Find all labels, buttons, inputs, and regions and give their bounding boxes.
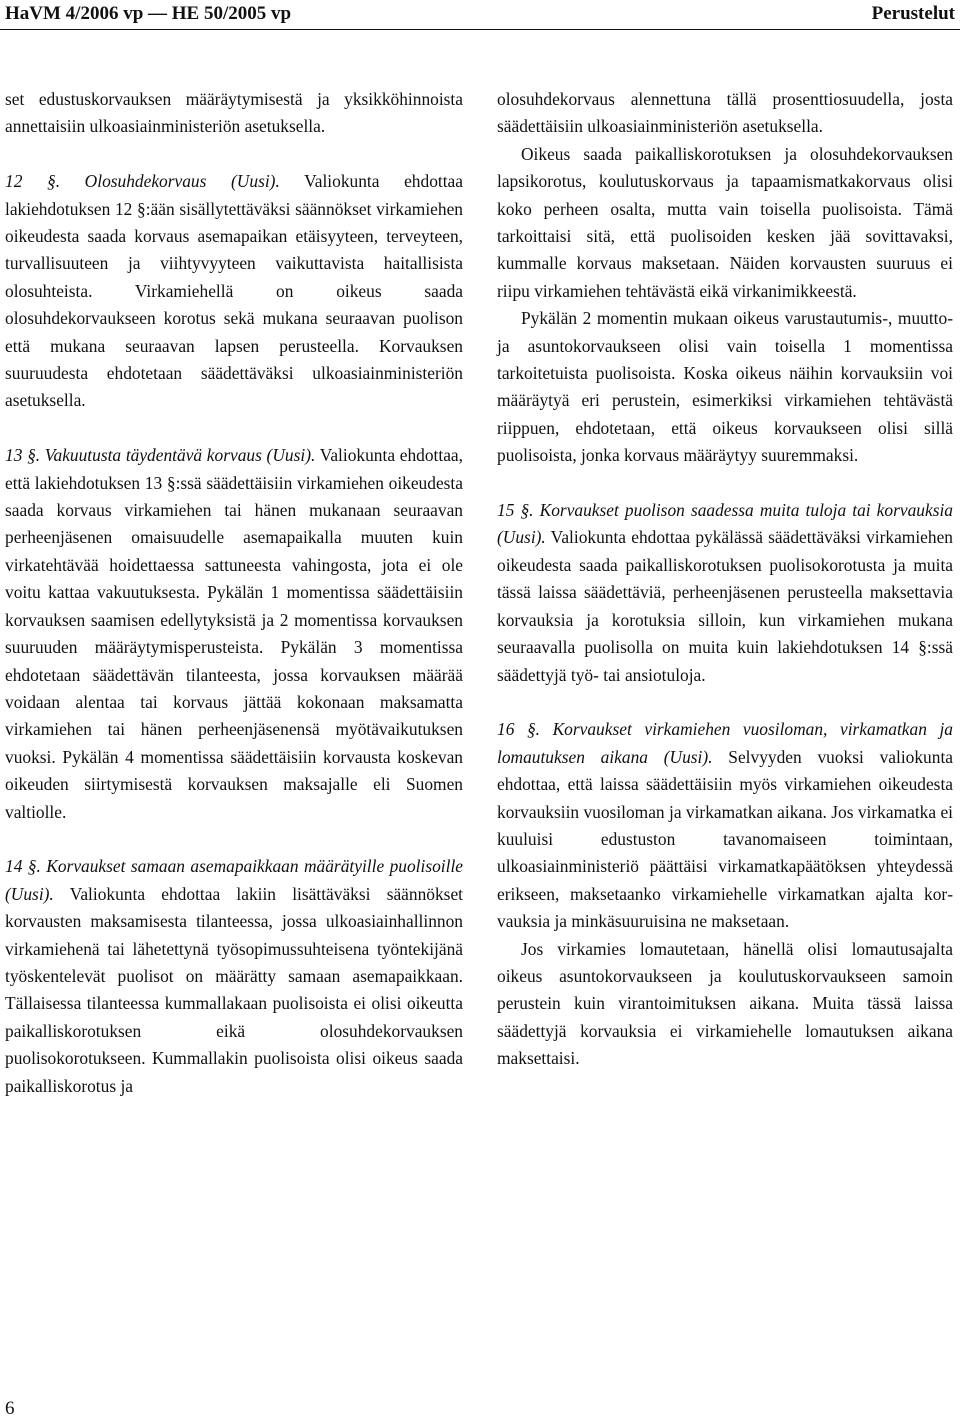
section-heading: 12 §. Olosuhdekorvaus (Uusi).: [5, 171, 280, 192]
section-heading: 15 §. Korvaukset puolison saadessa muita tuloja tai korvauksia (Uusi).: [497, 500, 953, 548]
paragraph: olosuhdekorvaus alennettuna tällä prosenttiosuudella, josta säädettäisiin ulkoasiainministeriön asetuksella.: [497, 89, 953, 137]
page-header: [0, 0, 960, 30]
section-15: [497, 497, 953, 689]
section-heading: 14 §. Korvaukset samaan asemapaikkaan määrätyille puolisoille (Uusi).: [5, 856, 463, 904]
paragraph: Oikeus saada paikalliskorotuksen ja olosuhdekorvauksen lapsikorotus, koulutuskorvaus ja tapaamismatkakorvaus olisi koko perheen osalta, mutta vain toisella puolisoista. Tämä tarkoittaisi sitä, että puolisoiden kesken jää sovittavaksi, kummalle korvaus maksetaan. Näiden korvausten suuruus ei riipu virkamiehen tehtävästä eikä virkanimikkeestä.: [497, 143, 953, 301]
section-body: Valiokunta ehdottaa, että lakiehdotuksen 13 §:ssä säädettäisiin virkamiehen oikeudesta saada korvaus virkamiehen tai hänen mukanaan seuraavan perheenjäsenen omaisuudelle asemapaikalla muuten kuin virkatehtävää hoidettaessa sattuneesta vahingosta, jota ei ole voitu kattaa vakuutuksesta. Pykälän 1 momentissa säädettäisiin korvauksen saamisen edellytyksistä ja 2 momentissa korvauksen suuruuden määräytymisperusteista. Pykälän 3 momentissa ehdotetaan säädettävän tilanteesta, jossa korvauksen määrää voidaan alentaa tai korvaus jättää kokonaan maksamatta virkamiehen tai hänen perheenjäsenensä myötävaikutuksen vuoksi. Pykälän 4 momentissa säädettäisiin korvausta koskevan oikeuden siirtymisestä korvauksen maksajalle eli Suomen valtiolle.: [5, 445, 463, 822]
right-column: [497, 86, 953, 1073]
document-reference: HaVM 4/2006 vp — HE 50/2005 vp: [5, 3, 292, 24]
section-14: [5, 853, 463, 1100]
section-body: Selvyyden vuoksi valiokunta ehdottaa, että laissa säädettäisiin myös virkamiehen oikeudesta korvauksiin vuosiloman ja virkamatkan aikana. Jos virkamatka ei kuuluisi edustuston tavanomaiseen toimintaan, ulkoasiainministeriö päättäisi virkamatkapäätöksen yhteydessä erikseen, maksetaanko virkamiehelle virkamatkan ajalta korvauksia ja minkäsuuruisina ne maksetaan.: [497, 746, 953, 932]
left-column: [5, 86, 463, 1100]
section-16: [497, 716, 953, 935]
section-title: Perustelut: [871, 3, 955, 24]
section-12: [5, 168, 463, 415]
section-heading: 13 §. Vakuutusta täydentävä korvaus (Uusi).: [5, 445, 316, 466]
paragraph: set edustuskorvauksen määräytymisestä ja yksikköhinnoista annettaisiin ulkoasiainministeriön asetuksella.: [5, 89, 463, 137]
paragraph: Jos virkamies lomautetaan, hänellä olisi lomautusajalta oikeus asuntokorvaukseen ja koulutuskorvaukseen samoin perustein kuin virantoimituksen aikana. Muita tässä laissa säädettyjä korvauksia ei virkamiehelle lomautuksen aikana maksettaisi.: [497, 938, 953, 1069]
section-body: Valiokunta ehdottaa pykälässä säädettäväksi virkamiehen oikeudesta saada paikalliskorotuksen puolisokorotusta ja muita tässä laissa säädettäviä, perheenjäsenen perusteella maksettavia korvauksia ja korotuksia silloin, kun virkamiehen mukana seuraavalla puolisolla on muita kuin lakiehdotuksen 14 §:ssä säädettyjä työ- tai ansiotuloja.: [497, 527, 953, 685]
section-body: Valiokunta ehdottaa lakiehdotuksen 12 §:ään sisällytettäväksi säännökset virkamiehen oikeudesta saada korvaus asemapaikan etäisyyteen, terveyteen, turvallisuuteen ja viihtyvyyteen vaikuttavista haitallisista olosuhteista. Virkamiehellä on oikeus saada olosuhdekorvaukseen korotus sekä mukana seuraavan puolison että mukana seuraavan lapsen perusteella. Korvauksen suuruudesta ehdotetaan säädettäväksi ulkoasiainministeriön asetuksella.: [5, 171, 463, 411]
section-heading: 16 §. Korvaukset virkamiehen vuosiloman, virkamatkan ja lomautuksen aikana (Uusi).: [497, 719, 953, 767]
section-body: Valiokunta ehdottaa lakiin lisättäväksi säännökset korvausten maksamisesta tilanteessa, jossa ulkoasiainhallinnon virkamiehenä tai lähetettynä työsopimussuhteisena työntekijänä työskentelevät puolisot on määrätty samaan asemapaikkaan. Tällaisessa tilanteessa kummallakaan puolisoista ei olisi oikeutta paikalliskorotuksen eikä olosuhdekorvauksen puolisokorotukseen. Kummallakin puolisoista olisi oikeus saada paikalliskorotus ja: [5, 883, 463, 1096]
paragraph: Pykälän 2 momentin mukaan oikeus varustautumis-, muutto- ja asuntokorvaukseen olisi vain toisella 1 momentissa tarkoitetuista puolisoista. Koska oikeus näihin korvauksiin voi määräytyä eri perustein, esimerkiksi virkamiehen tehtävästä riippuen, ehdotetaan, että oikeus korvaukseen olisi sillä puolisoista, jonka korvaus määräytyy suuremmaksi.: [497, 308, 953, 466]
page-number: 6: [5, 1398, 15, 1419]
section-13: [5, 442, 463, 826]
